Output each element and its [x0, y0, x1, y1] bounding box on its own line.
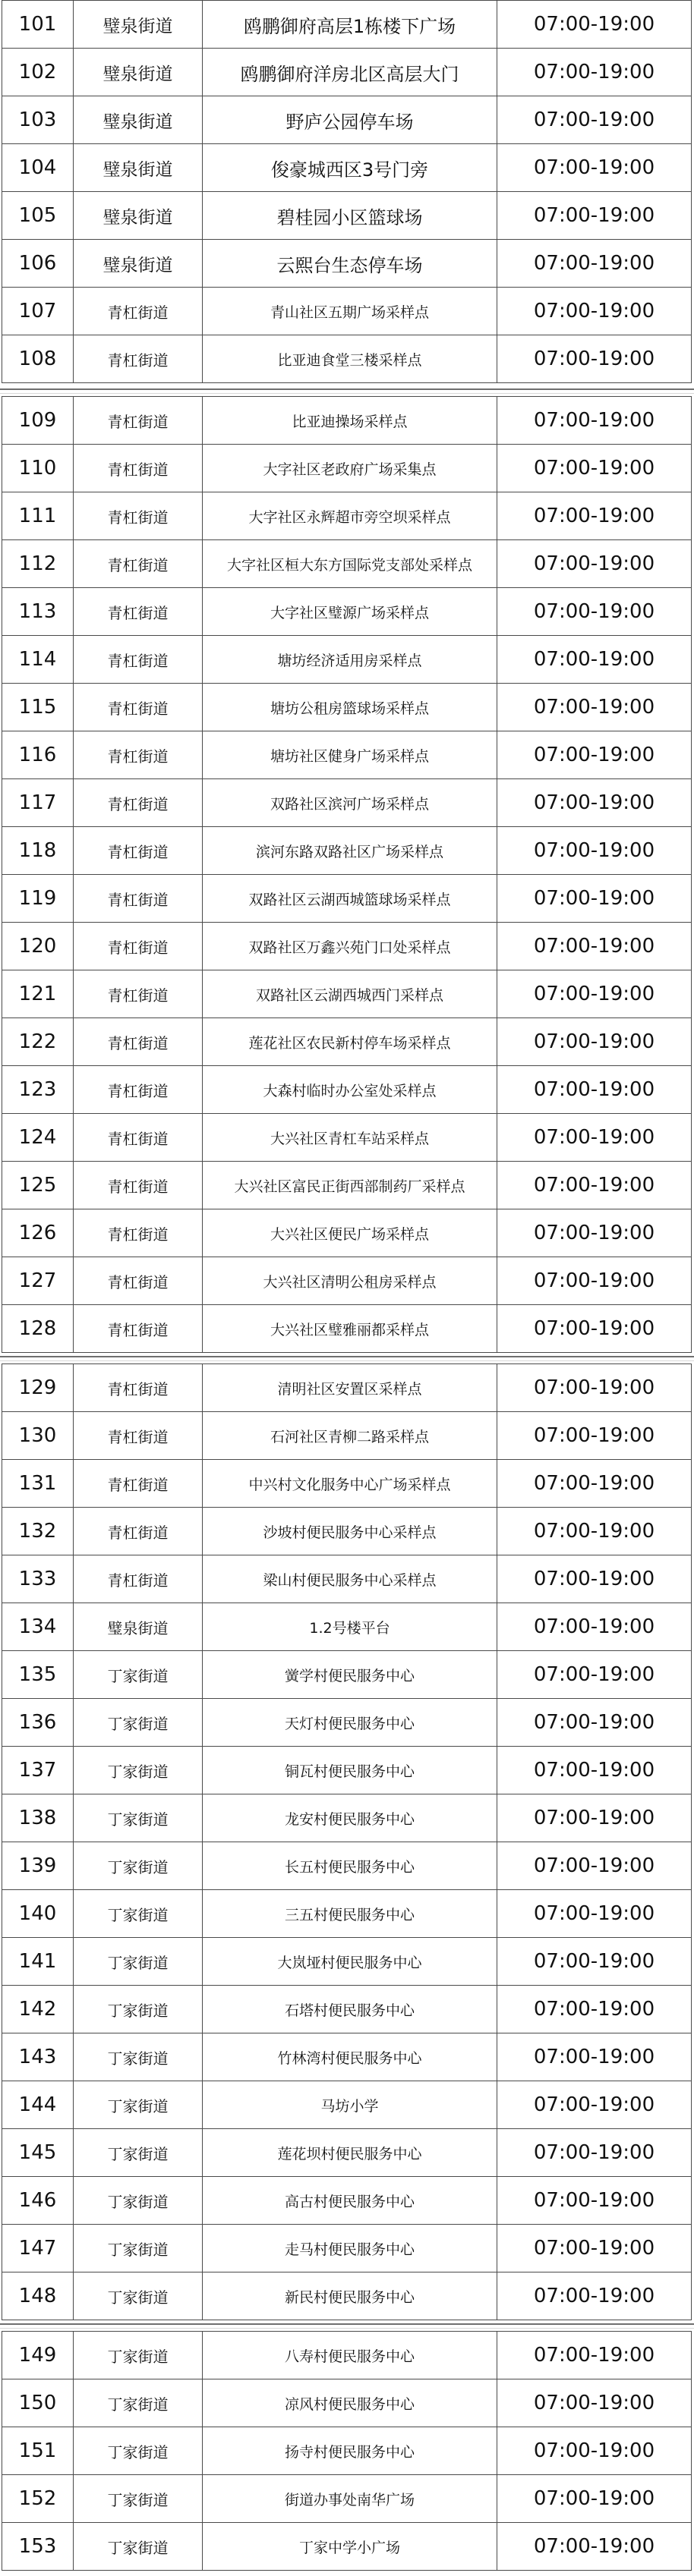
sampling-site: 滨河东路双路社区广场采样点 [203, 827, 497, 875]
service-hours: 07:00-19:00 [497, 1305, 692, 1353]
service-hours: 07:00-19:00 [497, 1747, 692, 1794]
row-number: 140 [2, 1890, 74, 1938]
row-number: 129 [2, 1364, 74, 1412]
street-name: 丁家街道 [74, 2081, 203, 2129]
table-row [2, 335, 692, 383]
street-name: 青杠街道 [74, 1162, 203, 1209]
street-name: 丁家街道 [74, 2475, 203, 2523]
row-number: 136 [2, 1699, 74, 1747]
service-hours: 07:00-19:00 [497, 144, 692, 192]
sampling-site: 比亚迪操场采样点 [203, 397, 497, 445]
street-name: 青杠街道 [74, 684, 203, 731]
sampling-site: 云熙台生态停车场 [203, 240, 497, 288]
sampling-site: 长五村便民服务中心 [203, 1842, 497, 1890]
sampling-site: 莲花坝村便民服务中心 [203, 2129, 497, 2177]
service-hours: 07:00-19:00 [497, 288, 692, 335]
service-hours: 07:00-19:00 [497, 2427, 692, 2475]
row-number: 109 [2, 397, 74, 445]
row-number: 106 [2, 240, 74, 288]
table-row [2, 2081, 692, 2129]
service-hours: 07:00-19:00 [497, 970, 692, 1018]
row-number: 135 [2, 1651, 74, 1699]
street-name: 丁家街道 [74, 1938, 203, 1986]
row-number: 117 [2, 779, 74, 827]
sampling-site: 高古村便民服务中心 [203, 2177, 497, 2225]
row-number: 131 [2, 1460, 74, 1508]
sampling-site: 鸥鹏御府洋房北区高层大门 [203, 49, 497, 96]
street-name: 丁家街道 [74, 2225, 203, 2272]
sampling-site: 新民村便民服务中心 [203, 2272, 497, 2320]
row-number: 112 [2, 540, 74, 588]
table-row [2, 1257, 692, 1305]
row-number: 111 [2, 492, 74, 540]
sampling-site-table [2, 0, 692, 383]
sampling-site: 野庐公园停车场 [203, 96, 497, 144]
row-number: 113 [2, 588, 74, 636]
service-hours: 07:00-19:00 [497, 1209, 692, 1257]
sampling-site: 铜瓦村便民服务中心 [203, 1747, 497, 1794]
service-hours: 07:00-19:00 [497, 445, 692, 492]
service-hours: 07:00-19:00 [497, 2272, 692, 2320]
table-row [2, 397, 692, 445]
table-row [2, 240, 692, 288]
row-number: 152 [2, 2475, 74, 2523]
service-hours: 07:00-19:00 [497, 2177, 692, 2225]
row-number: 137 [2, 1747, 74, 1794]
sampling-site: 大兴社区富民正街西部制药厂采样点 [203, 1162, 497, 1209]
row-number: 118 [2, 827, 74, 875]
sampling-site: 沙坡村便民服务中心采样点 [203, 1508, 497, 1555]
table-row [2, 1603, 692, 1651]
street-name: 丁家街道 [74, 1699, 203, 1747]
street-name: 丁家街道 [74, 2272, 203, 2320]
service-hours: 07:00-19:00 [497, 540, 692, 588]
table-row [2, 1, 692, 49]
sampling-site: 大兴社区便民广场采样点 [203, 1209, 497, 1257]
table-row [2, 731, 692, 779]
service-hours: 07:00-19:00 [497, 335, 692, 383]
row-number: 116 [2, 731, 74, 779]
table-row [2, 1305, 692, 1353]
sampling-site: 大字社区老政府广场采集点 [203, 445, 497, 492]
street-name: 青杠街道 [74, 1066, 203, 1114]
row-number: 126 [2, 1209, 74, 1257]
service-hours: 07:00-19:00 [497, 779, 692, 827]
sampling-site: 马坊小学 [203, 2081, 497, 2129]
table-row [2, 192, 692, 240]
street-name: 丁家街道 [74, 1651, 203, 1699]
street-name: 丁家街道 [74, 1890, 203, 1938]
sampling-site: 龙安村便民服务中心 [203, 1794, 497, 1842]
service-hours: 07:00-19:00 [497, 1986, 692, 2033]
row-number: 121 [2, 970, 74, 1018]
row-number: 102 [2, 49, 74, 96]
row-number: 139 [2, 1842, 74, 1890]
table-row [2, 2177, 692, 2225]
table-row [2, 445, 692, 492]
service-hours: 07:00-19:00 [497, 684, 692, 731]
sampling-site: 石塔村便民服务中心 [203, 1986, 497, 2033]
service-hours: 07:00-19:00 [497, 731, 692, 779]
service-hours: 07:00-19:00 [497, 875, 692, 923]
sampling-site: 双路社区云湖西城篮球场采样点 [203, 875, 497, 923]
street-name: 丁家街道 [74, 2379, 203, 2427]
table-row [2, 1209, 692, 1257]
row-number: 103 [2, 96, 74, 144]
row-number: 149 [2, 2332, 74, 2379]
sampling-site: 双路社区万鑫兴苑门口处采样点 [203, 923, 497, 970]
row-number: 115 [2, 684, 74, 731]
table-row [2, 684, 692, 731]
service-hours: 07:00-19:00 [497, 1794, 692, 1842]
sampling-site: 碧桂园小区篮球场 [203, 192, 497, 240]
service-hours: 07:00-19:00 [497, 1508, 692, 1555]
street-name: 青杠街道 [74, 1508, 203, 1555]
service-hours: 07:00-19:00 [497, 1460, 692, 1508]
row-number: 120 [2, 923, 74, 970]
service-hours: 07:00-19:00 [497, 1699, 692, 1747]
service-hours: 07:00-19:00 [497, 1651, 692, 1699]
sampling-site: 大兴社区璧雅丽都采样点 [203, 1305, 497, 1353]
service-hours: 07:00-19:00 [497, 1066, 692, 1114]
street-name: 青杠街道 [74, 1412, 203, 1460]
table-row [2, 2225, 692, 2272]
sampling-site: 大字社区璧源广场采样点 [203, 588, 497, 636]
row-number: 105 [2, 192, 74, 240]
table-row [2, 2523, 692, 2571]
table-row [2, 2272, 692, 2320]
table-row [2, 1555, 692, 1603]
street-name: 璧泉街道 [74, 1, 203, 49]
service-hours: 07:00-19:00 [497, 2081, 692, 2129]
sampling-site-table [2, 1363, 692, 2320]
table-row [2, 970, 692, 1018]
sampling-site: 双路社区滨河广场采样点 [203, 779, 497, 827]
sampling-site-table [2, 396, 692, 1353]
street-name: 青杠街道 [74, 1364, 203, 1412]
table-row [2, 2475, 692, 2523]
sampling-site: 塘坊公租房篮球场采样点 [203, 684, 497, 731]
sampling-site: 比亚迪食堂三楼采样点 [203, 335, 497, 383]
service-hours: 07:00-19:00 [497, 1, 692, 49]
sampling-site: 八寿村便民服务中心 [203, 2332, 497, 2379]
sampling-site: 大兴社区青杠车站采样点 [203, 1114, 497, 1162]
street-name: 丁家街道 [74, 2129, 203, 2177]
service-hours: 07:00-19:00 [497, 1842, 692, 1890]
row-number: 132 [2, 1508, 74, 1555]
table-row [2, 288, 692, 335]
service-hours: 07:00-19:00 [497, 1114, 692, 1162]
sampling-site: 街道办事处南华广场 [203, 2475, 497, 2523]
table-row [2, 1364, 692, 1412]
street-name: 璧泉街道 [74, 144, 203, 192]
street-name: 青杠街道 [74, 335, 203, 383]
table-section-1 [0, 0, 694, 383]
sampling-site: 丁家中学小广场 [203, 2523, 497, 2571]
sampling-site: 塘坊社区健身广场采样点 [203, 731, 497, 779]
service-hours: 07:00-19:00 [497, 923, 692, 970]
table-row [2, 1699, 692, 1747]
table-row [2, 2427, 692, 2475]
table-row [2, 1747, 692, 1794]
sampling-site: 鸥鹏御府高层1栋楼下广场 [203, 1, 497, 49]
row-number: 142 [2, 1986, 74, 2033]
page-break-divider [0, 1356, 694, 1363]
row-number: 123 [2, 1066, 74, 1114]
row-number: 104 [2, 144, 74, 192]
table-row [2, 588, 692, 636]
table-row [2, 923, 692, 970]
table-row [2, 540, 692, 588]
sampling-site: 大字社区永辉超市旁空坝采样点 [203, 492, 497, 540]
service-hours: 07:00-19:00 [497, 1257, 692, 1305]
row-number: 107 [2, 288, 74, 335]
service-hours: 07:00-19:00 [497, 2379, 692, 2427]
table-row [2, 2129, 692, 2177]
table-row [2, 2332, 692, 2379]
table-section-3 [0, 1363, 694, 2320]
street-name: 青杠街道 [74, 540, 203, 588]
street-name: 丁家街道 [74, 2177, 203, 2225]
street-name: 青杠街道 [74, 731, 203, 779]
sampling-site: 大字社区桓大东方国际党支部处采样点 [203, 540, 497, 588]
street-name: 丁家街道 [74, 1986, 203, 2033]
service-hours: 07:00-19:00 [497, 588, 692, 636]
table-row [2, 1651, 692, 1699]
table-row [2, 1794, 692, 1842]
street-name: 青杠街道 [74, 288, 203, 335]
sampling-site: 俊豪城西区3号门旁 [203, 144, 497, 192]
table-row [2, 1412, 692, 1460]
service-hours: 07:00-19:00 [497, 1890, 692, 1938]
row-number: 108 [2, 335, 74, 383]
street-name: 丁家街道 [74, 2427, 203, 2475]
street-name: 璧泉街道 [74, 192, 203, 240]
sampling-site: 黉学村便民服务中心 [203, 1651, 497, 1699]
sampling-site: 莲花社区农民新村停车场采样点 [203, 1018, 497, 1066]
sampling-site: 大兴社区清明公租房采样点 [203, 1257, 497, 1305]
table-row [2, 2379, 692, 2427]
street-name: 璧泉街道 [74, 49, 203, 96]
row-number: 148 [2, 2272, 74, 2320]
street-name: 青杠街道 [74, 1555, 203, 1603]
service-hours: 07:00-19:00 [497, 2129, 692, 2177]
street-name: 青杠街道 [74, 636, 203, 684]
row-number: 145 [2, 2129, 74, 2177]
table-row [2, 1066, 692, 1114]
sampling-site: 大岚垭村便民服务中心 [203, 1938, 497, 1986]
sampling-site: 双路社区云湖西城西门采样点 [203, 970, 497, 1018]
street-name: 丁家街道 [74, 1842, 203, 1890]
service-hours: 07:00-19:00 [497, 2033, 692, 2081]
service-hours: 07:00-19:00 [497, 827, 692, 875]
sampling-site: 清明社区安置区采样点 [203, 1364, 497, 1412]
table-row [2, 49, 692, 96]
row-number: 134 [2, 1603, 74, 1651]
street-name: 青杠街道 [74, 827, 203, 875]
row-number: 143 [2, 2033, 74, 2081]
row-number: 101 [2, 1, 74, 49]
service-hours: 07:00-19:00 [497, 2332, 692, 2379]
row-number: 128 [2, 1305, 74, 1353]
row-number: 114 [2, 636, 74, 684]
table-row [2, 492, 692, 540]
table-row [2, 1460, 692, 1508]
service-hours: 07:00-19:00 [497, 192, 692, 240]
table-row [2, 96, 692, 144]
sampling-site: 扬寺村便民服务中心 [203, 2427, 497, 2475]
table-row [2, 2033, 692, 2081]
service-hours: 07:00-19:00 [497, 2475, 692, 2523]
row-number: 153 [2, 2523, 74, 2571]
service-hours: 07:00-19:00 [497, 1938, 692, 1986]
row-number: 138 [2, 1794, 74, 1842]
sampling-site: 天灯村便民服务中心 [203, 1699, 497, 1747]
row-number: 150 [2, 2379, 74, 2427]
service-hours: 07:00-19:00 [497, 1162, 692, 1209]
street-name: 丁家街道 [74, 1794, 203, 1842]
row-number: 122 [2, 1018, 74, 1066]
sampling-site: 梁山村便民服务中心采样点 [203, 1555, 497, 1603]
service-hours: 07:00-19:00 [497, 49, 692, 96]
sampling-site: 1.2号楼平台 [203, 1603, 497, 1651]
street-name: 丁家街道 [74, 2332, 203, 2379]
service-hours: 07:00-19:00 [497, 492, 692, 540]
street-name: 青杠街道 [74, 1305, 203, 1353]
street-name: 青杠街道 [74, 923, 203, 970]
street-name: 青杠街道 [74, 1460, 203, 1508]
street-name: 青杠街道 [74, 397, 203, 445]
street-name: 丁家街道 [74, 1747, 203, 1794]
sampling-site: 塘坊经济适用房采样点 [203, 636, 497, 684]
row-number: 144 [2, 2081, 74, 2129]
service-hours: 07:00-19:00 [497, 240, 692, 288]
service-hours: 07:00-19:00 [497, 1018, 692, 1066]
service-hours: 07:00-19:00 [497, 1364, 692, 1412]
street-name: 青杠街道 [74, 970, 203, 1018]
row-number: 146 [2, 2177, 74, 2225]
table-row [2, 1114, 692, 1162]
service-hours: 07:00-19:00 [497, 1555, 692, 1603]
table-row [2, 1162, 692, 1209]
street-name: 璧泉街道 [74, 240, 203, 288]
street-name: 丁家街道 [74, 2033, 203, 2081]
row-number: 151 [2, 2427, 74, 2475]
street-name: 璧泉街道 [74, 1603, 203, 1651]
street-name: 青杠街道 [74, 875, 203, 923]
table-row [2, 875, 692, 923]
row-number: 110 [2, 445, 74, 492]
page-break-divider [0, 2323, 694, 2331]
sampling-site: 竹林湾村便民服务中心 [203, 2033, 497, 2081]
row-number: 141 [2, 1938, 74, 1986]
service-hours: 07:00-19:00 [497, 636, 692, 684]
sampling-site: 走马村便民服务中心 [203, 2225, 497, 2272]
street-name: 青杠街道 [74, 588, 203, 636]
table-row [2, 1986, 692, 2033]
row-number: 124 [2, 1114, 74, 1162]
service-hours: 07:00-19:00 [497, 96, 692, 144]
street-name: 青杠街道 [74, 445, 203, 492]
sampling-site: 大森村临时办公室处采样点 [203, 1066, 497, 1114]
table-row [2, 1508, 692, 1555]
table-row [2, 144, 692, 192]
row-number: 133 [2, 1555, 74, 1603]
row-number: 147 [2, 2225, 74, 2272]
table-row [2, 827, 692, 875]
table-section-4 [0, 2331, 694, 2571]
sampling-site: 三五村便民服务中心 [203, 1890, 497, 1938]
table-row [2, 779, 692, 827]
service-hours: 07:00-19:00 [497, 2225, 692, 2272]
row-number: 130 [2, 1412, 74, 1460]
table-row [2, 1890, 692, 1938]
street-name: 青杠街道 [74, 1209, 203, 1257]
table-row [2, 1018, 692, 1066]
service-hours: 07:00-19:00 [497, 397, 692, 445]
street-name: 璧泉街道 [74, 96, 203, 144]
street-name: 丁家街道 [74, 2523, 203, 2571]
table-row [2, 636, 692, 684]
street-name: 青杠街道 [74, 1257, 203, 1305]
table-row [2, 1842, 692, 1890]
service-hours: 07:00-19:00 [497, 1412, 692, 1460]
table-row [2, 1938, 692, 1986]
street-name: 青杠街道 [74, 1114, 203, 1162]
row-number: 119 [2, 875, 74, 923]
street-name: 青杠街道 [74, 1018, 203, 1066]
sampling-site: 凉风村便民服务中心 [203, 2379, 497, 2427]
sampling-site: 石河社区青柳二路采样点 [203, 1412, 497, 1460]
table-section-2 [0, 396, 694, 1353]
sampling-site: 中兴村文化服务中心广场采样点 [203, 1460, 497, 1508]
service-hours: 07:00-19:00 [497, 1603, 692, 1651]
street-name: 青杠街道 [74, 492, 203, 540]
page-break-divider [0, 388, 694, 396]
service-hours: 07:00-19:00 [497, 2523, 692, 2571]
street-name: 青杠街道 [74, 779, 203, 827]
row-number: 125 [2, 1162, 74, 1209]
sampling-site-table [2, 2331, 692, 2571]
sampling-site: 青山社区五期广场采样点 [203, 288, 497, 335]
row-number: 127 [2, 1257, 74, 1305]
